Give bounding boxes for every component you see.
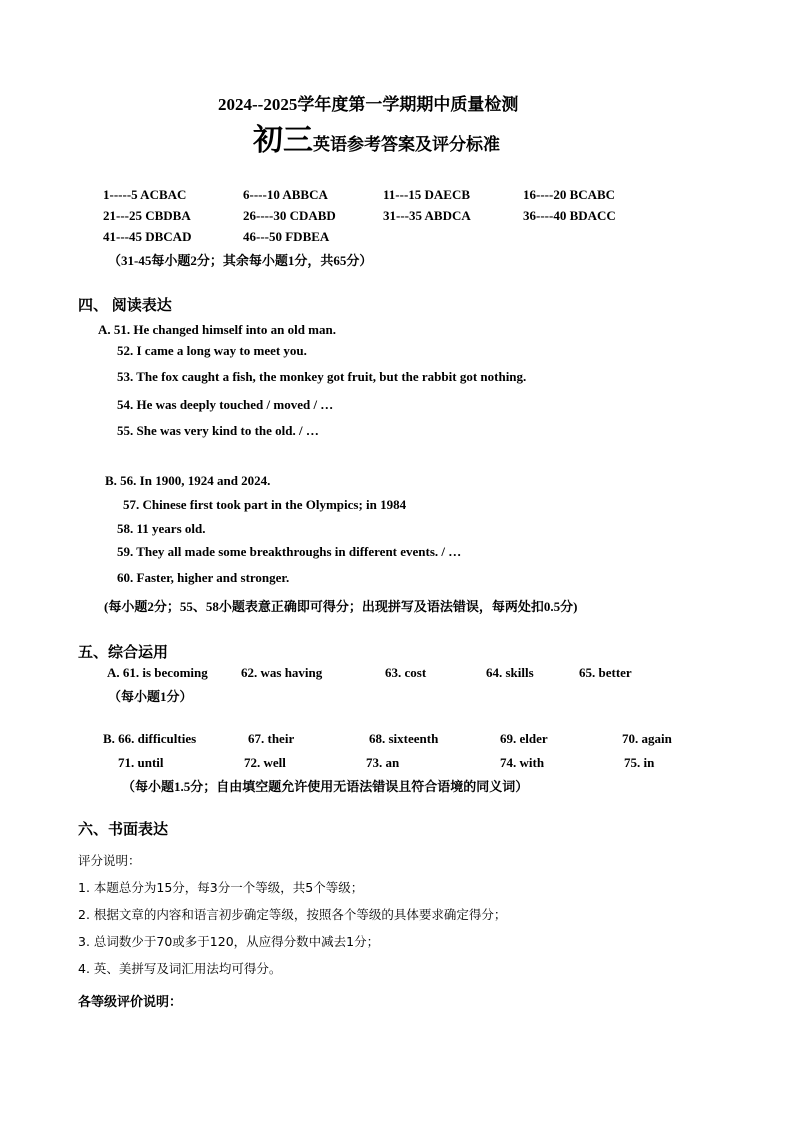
answer-51: A. 51. He changed himself into an old man. — [98, 322, 336, 337]
answer-64: 64. skills — [486, 665, 534, 680]
answer-61: A. 61. is becoming — [107, 665, 208, 680]
answer-55: 55. She was very kind to the old. / … — [117, 423, 319, 438]
answer-1-5: 1-----5 ACBAC — [103, 187, 187, 202]
answer-67: 67. their — [248, 731, 295, 746]
scoring-rule-3: 3. 总词数少于70或多于120，从应得分数中减去1分； — [78, 934, 380, 949]
answer-71: 71. until — [118, 755, 164, 770]
answer-11-15: 11---15 DAECB — [383, 187, 471, 202]
answer-36-40: 36----40 BDACC — [523, 208, 616, 223]
section-4-heading: 四、 阅读表达 — [78, 298, 172, 314]
answer-63: 63. cost — [385, 665, 427, 680]
answer-41-45: 41---45 DBCAD — [103, 229, 192, 244]
answer-74: 74. with — [500, 755, 545, 770]
scoring-rule-2: 2. 根据文章的内容和语言初步确定等级，按照各个等级的具体要求确定得分； — [78, 907, 507, 922]
answer-59: 59. They all made some breakthroughs in different events. / … — [117, 544, 462, 559]
answer-56: B. 56. In 1900, 1924 and 2024. — [105, 473, 271, 488]
answer-70: 70. again — [622, 731, 672, 746]
answer-58: 58. 11 years old. — [117, 521, 206, 536]
section-6-heading: 六、书面表达 — [78, 822, 169, 838]
grade-label: 初三 — [253, 124, 313, 157]
answer-69: 69. elder — [500, 731, 548, 746]
answer-72: 72. well — [244, 755, 286, 770]
answer-52: 52. I came a long way to meet you. — [117, 343, 307, 358]
answer-21-25: 21---25 CBDBA — [103, 208, 191, 223]
scoring-rule-4: 4. 英、美拼写及词汇用法均可得分。 — [78, 961, 282, 976]
answer-26-30: 26----30 CDABD — [243, 208, 336, 223]
answer-54: 54. He was deeply touched / moved / … — [117, 397, 334, 412]
answer-53: 53. The fox caught a fish, the monkey got fruit, but the rabbit got nothing. — [117, 369, 527, 384]
answer-57: 57. Chinese first took part in the Olympics; in 1984 — [123, 497, 407, 512]
answer-62: 62. was having — [241, 665, 323, 680]
answer-6-10: 6----10 ABBCA — [243, 187, 328, 202]
answer-66: B. 66. difficulties — [103, 731, 197, 746]
answer-46-50: 46---50 FDBEA — [243, 229, 330, 244]
answer-75: 75. in — [624, 755, 655, 770]
level-descriptions-label: 各等级评价说明： — [78, 994, 183, 1009]
answer-65: 65. better — [579, 665, 632, 680]
answer-31-35: 31---35 ABDCA — [383, 208, 471, 223]
answer-68: 68. sixteenth — [369, 731, 439, 746]
section-5b-scoring-note: （每小题1.5分；自由填空题允许使用无语法错误且符合语境的同义词） — [122, 779, 529, 794]
answer-73: 73. an — [366, 755, 400, 770]
scoring-rule-1: 1. 本题总分为15分，每3分一个等级，共5个等级； — [78, 880, 364, 895]
answer-60: 60. Faster, higher and stronger. — [117, 570, 290, 585]
scoring-instructions-label: 评分说明： — [78, 853, 141, 868]
exam-title: 2024--2025学年度第一学期期中质量检测 — [218, 95, 519, 114]
section-5a-scoring-note: （每小题1分） — [108, 689, 193, 704]
mc-scoring-note: （31-45每小题2分；其余每小题1分，共65分） — [108, 253, 373, 268]
section-4-scoring-note: (每小题2分；55、58小题表意正确即可得分；出现拼写及语法错误，每两处扣0.5分) — [104, 599, 578, 614]
answer-16-20: 16----20 BCABC — [523, 187, 616, 202]
answer-key-label: 英语参考答案及评分标准 — [313, 135, 500, 154]
answer-key-title — [253, 115, 500, 159]
section-5-heading: 五、综合运用 — [78, 645, 169, 661]
